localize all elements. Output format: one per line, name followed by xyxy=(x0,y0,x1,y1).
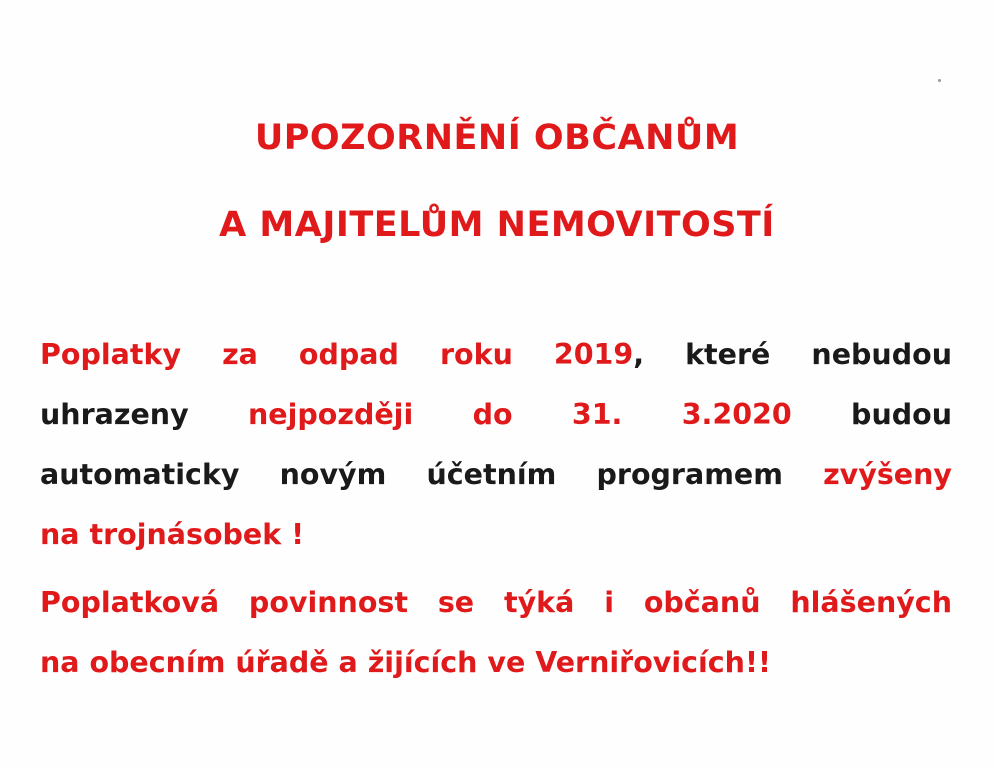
paragraph-1-line-1 xyxy=(40,336,952,374)
deadline-text: nejpozději do 31. 3.2020 xyxy=(248,398,792,431)
paragraph-1-line-4: na trojnásobek ! xyxy=(40,518,305,551)
notice-title-line-1: UPOZORNĚNÍ OBČANŮM xyxy=(254,118,740,158)
scan-speck xyxy=(938,79,941,82)
fee-year-text: Poplatky za odpad roku 2019 xyxy=(40,338,634,371)
paid-text: uhrazeny xyxy=(40,398,248,431)
automatic-program-text: automaticky novým účetním programem xyxy=(40,458,824,491)
paragraph-1-line-3 xyxy=(40,456,952,494)
unpaid-text: , které nebudou xyxy=(633,338,952,371)
paragraph-2-line-1: Poplatková povinnost se týká i občanů hlášených xyxy=(40,586,952,619)
paragraph-1-line-2 xyxy=(40,396,952,434)
notice-title-line-2: A MAJITELŮM NEMOVITOSTÍ xyxy=(219,205,775,245)
will-be-text: budou xyxy=(791,398,953,431)
paragraph-2-line-2: na obecním úřadě a žijících ve Verniřovicích!! xyxy=(40,646,771,679)
increased-text: zvýšeny xyxy=(823,458,952,491)
